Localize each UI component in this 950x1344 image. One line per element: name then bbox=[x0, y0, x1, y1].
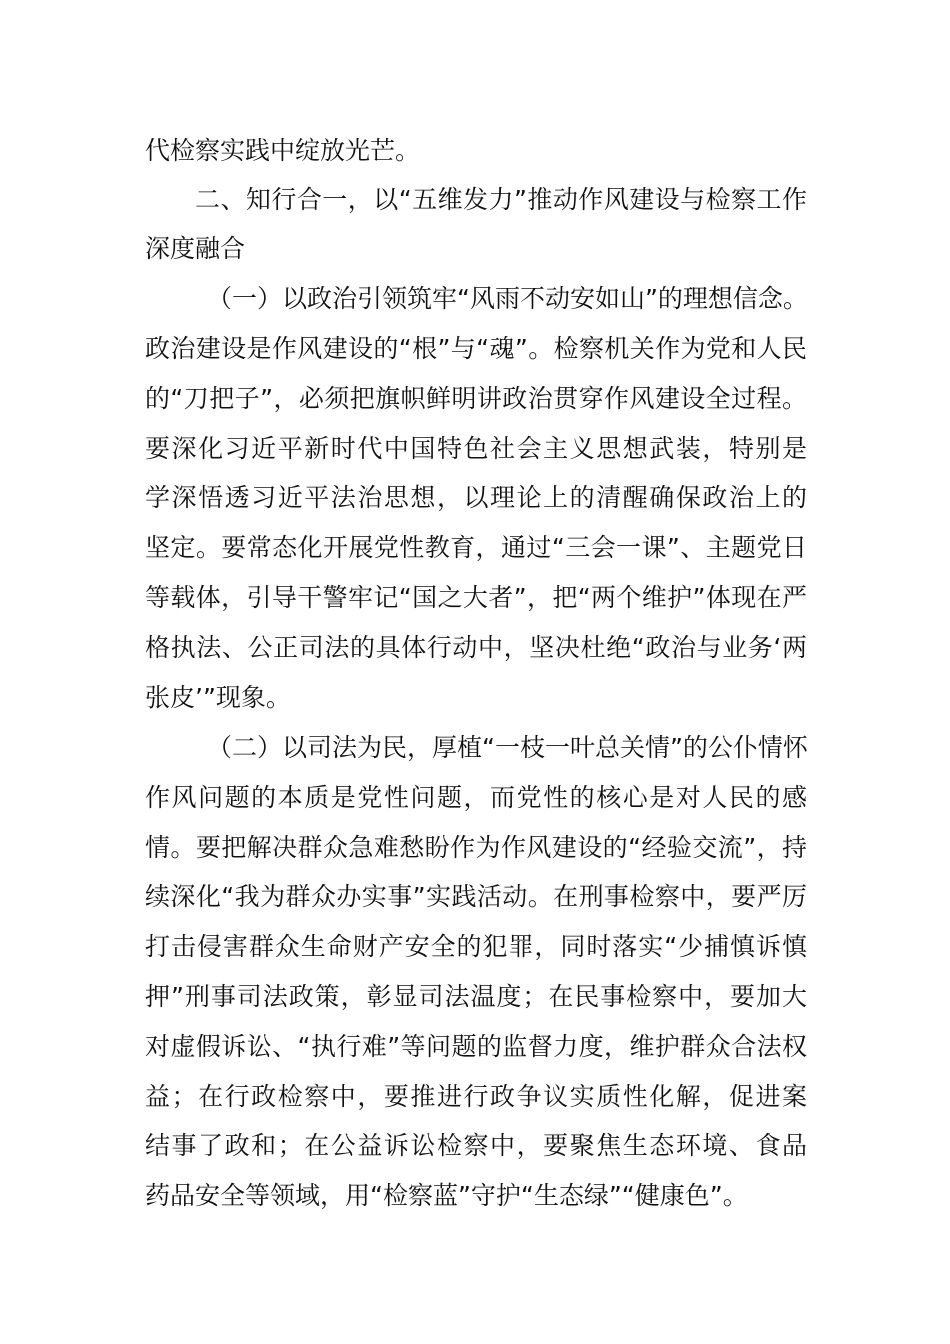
text-line: 打击侵害群众生命财产安全的犯罪，同时落实“少捕慎诉慎 bbox=[145, 932, 807, 961]
text-line: 格执法、公正司法的具体行动中，坚决杜绝“政治与业务‘两 bbox=[145, 633, 807, 662]
text-line: 学深悟透习近平法治思想，以理论上的清醒确保政治上的 bbox=[145, 483, 807, 512]
text-line: 等载体，引导干警牢记“国之大者”，把“两个维护”体现在严 bbox=[145, 583, 807, 612]
text-line: 要深化习近平新时代中国特色社会主义思想武装，特别是 bbox=[145, 434, 807, 463]
text-line: 对虚假诉讼、“执行难”等问题的监督力度，维护群众合法权 bbox=[145, 1032, 807, 1061]
text-line: 结事了政和；在公益诉讼检察中，要聚焦生态环境、食品 bbox=[145, 1131, 807, 1160]
text-line: 作风问题的本质是党性问题，而党性的核心是对人民的感 bbox=[145, 783, 807, 812]
section-heading-line: 深度融合 bbox=[145, 234, 246, 263]
subsection-heading-line: （一）以政治引领筑牢“风雨不动安如山”的理想信念。 bbox=[207, 284, 808, 313]
text-line: 的“刀把子”，必须把旗帜鲜明讲政治贯穿作风建设全过程。 bbox=[145, 384, 807, 413]
text-line: 益；在行政检察中，要推进行政争议实质性化解，促进案 bbox=[145, 1082, 807, 1111]
text-line: 情。要把解决群众急难愁盼作为作风建设的“经验交流”，持 bbox=[145, 833, 807, 862]
text-line: 代检察实践中绽放光芒。 bbox=[145, 136, 421, 165]
text-line: 政治建设是作风建设的“根”与“魂”。检察机关作为党和人民 bbox=[145, 334, 807, 363]
text-line: 张皮’”现象。 bbox=[145, 683, 291, 712]
text-line: 药品安全等领域，用“检察蓝”守护“生态绿”“健康色”。 bbox=[145, 1181, 748, 1210]
subsection-heading-line: （二）以司法为民，厚植“一枝一叶总关情”的公仆情怀 bbox=[207, 733, 808, 762]
text-line: 坚定。要常态化开展党性教育，通过“三会一课”、主题党日 bbox=[145, 533, 807, 562]
section-heading-line: 二、知行合一，以“五维发力”推动作风建设与检察工作 bbox=[195, 185, 807, 214]
text-line: 续深化“我为群众办实事”实践活动。在刑事检察中，要严厉 bbox=[145, 882, 807, 911]
text-line: 押”刑事司法政策，彰显司法温度；在民事检察中，要加大 bbox=[145, 982, 807, 1011]
